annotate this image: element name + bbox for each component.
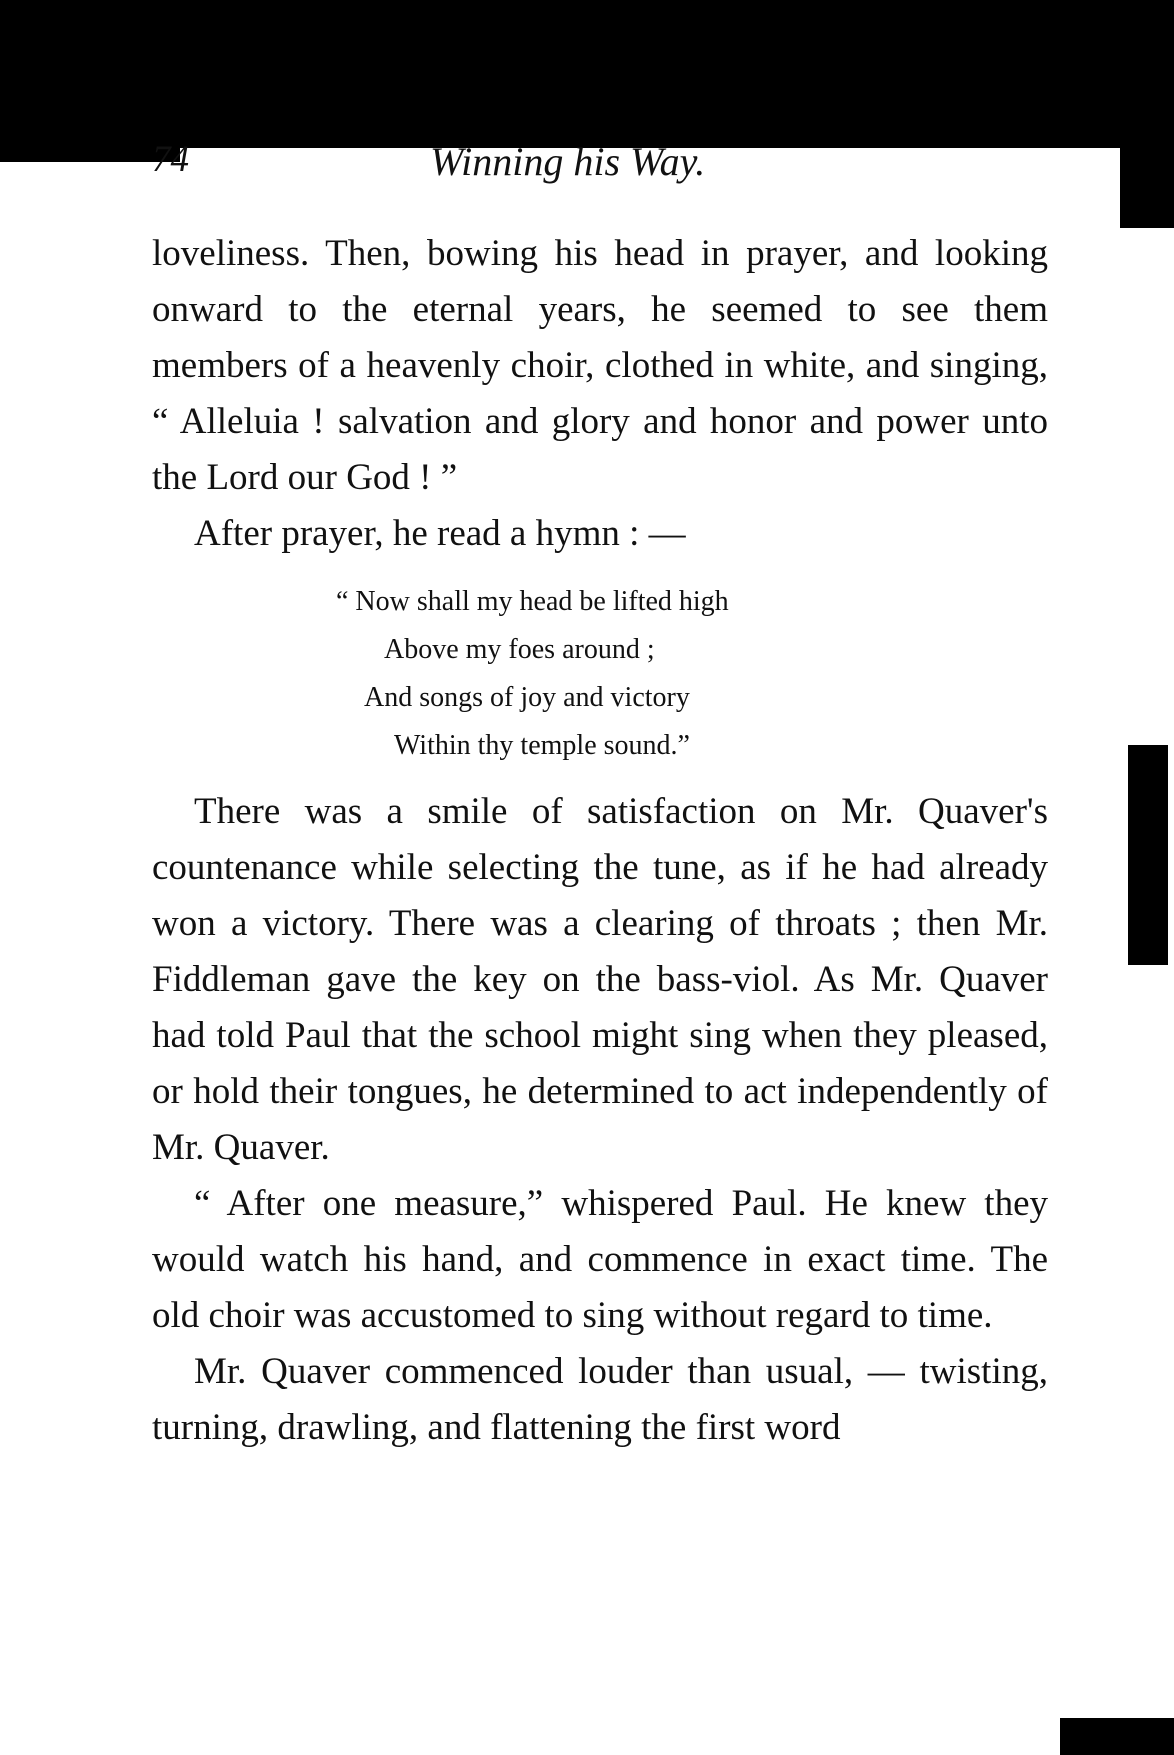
scan-mark-corner: [1060, 1718, 1174, 1755]
scan-border-top: [0, 0, 1174, 148]
scan-border-right: [1120, 148, 1174, 228]
paragraph: loveliness. Then, bowing his head in prayer, and looking onward to the eternal years, he seemed to see them members of a heavenly choir, clothed in white, and singing, “ Alleluia ! salvation and glory and honor and power unto the Lord our God ! ”: [152, 233, 1048, 498]
paragraph: There was a smile of satisfaction on Mr. Quaver's countenance while selecting the tune, as if he had already won a victory. There was a clearing of throats ; then Mr. Fiddleman gave the key on the bass-viol. As Mr. Quaver had told Paul that the school might sing when they pleased, or hold their tongues, he determined to act independently of Mr. Quaver.: [152, 791, 1048, 1168]
paragraph: “ After one measure,” whispered Paul. He knew they would watch his hand, and commence in exact time. The old choir was accustomed to sing without regard to time.: [152, 1183, 1048, 1336]
stanza-line: Within thy temple sound.”: [394, 730, 690, 761]
paragraph: Mr. Quaver commenced louder than usual, — twisting, turning, drawling, and flattening the first word: [152, 1351, 1048, 1448]
stanza-line: “ Now shall my head be lifted high: [336, 586, 729, 617]
page-header: [152, 138, 1052, 188]
stanza-line: And songs of joy and victory: [364, 682, 690, 713]
scan-mark-margin: [1128, 745, 1168, 965]
paragraph: After prayer, he read a hymn : —: [194, 513, 686, 554]
page-body: [152, 226, 1048, 1456]
hymn-stanza: [152, 578, 1048, 770]
stanza-line: Above my foes around ;: [384, 634, 655, 665]
page-number: 74: [152, 139, 189, 180]
running-title: Winning his Way.: [430, 139, 706, 184]
